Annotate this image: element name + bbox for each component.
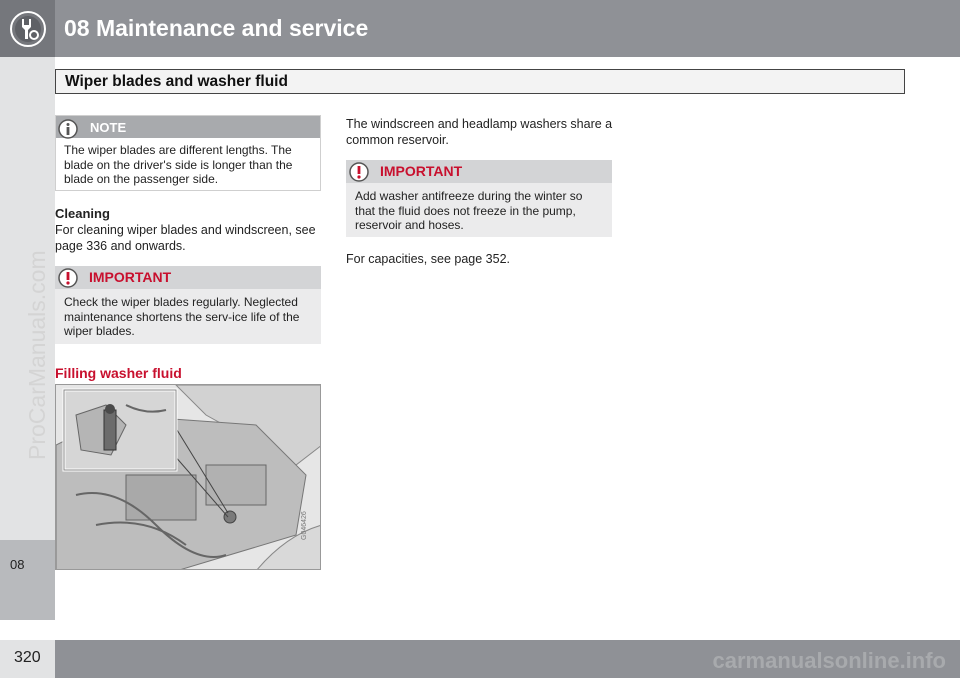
- note-box: [55, 115, 321, 191]
- important-label: IMPORTANT: [380, 163, 463, 179]
- important-label: IMPORTANT: [89, 269, 172, 285]
- page-number: 320: [14, 649, 41, 666]
- note-text: The wiper blades are different lengths. The blade on the driver's side is longer than the blade on the passenger side.: [64, 143, 293, 186]
- washer-reservoir-illustration: [55, 384, 321, 570]
- note-label: NOTE: [90, 120, 127, 135]
- important-text: Check the wiper blades regularly. Neglected maintenance shortens the serv-ice life of the wiper blades.: [64, 295, 300, 338]
- note-header: [56, 116, 320, 138]
- info-icon: [57, 118, 79, 140]
- section-title-box: [55, 69, 905, 94]
- important-box-antifreeze: [346, 160, 612, 237]
- chapter-icon-box: [0, 0, 55, 57]
- bottom-watermark: carmanualsonline.info: [712, 648, 946, 673]
- side-watermark: ProCarManuals.com: [24, 250, 50, 460]
- important-header: [346, 160, 612, 183]
- section-title: Wiper blades and washer fluid: [65, 73, 288, 90]
- chapter-title: 08 Maintenance and service: [64, 15, 369, 41]
- chapter-tab-marker: [0, 540, 55, 620]
- important-box-wiper: [55, 266, 321, 344]
- cleaning-heading: Cleaning: [55, 206, 110, 221]
- capacities-text: For capacities, see page 352.: [346, 252, 510, 266]
- filling-heading: Filling washer fluid: [55, 365, 182, 381]
- important-header: [55, 266, 321, 289]
- chapter-tab-number: 08: [10, 557, 25, 572]
- important-text: Add washer antifreeze during the winter so that the fluid does not freeze in the pump, reservoir and hoses.: [355, 189, 583, 232]
- warning-icon: [57, 267, 79, 289]
- figure-code: G046426: [301, 511, 308, 540]
- reservoir-intro-text: The windscreen and headlamp washers share a common reservoir.: [346, 117, 613, 147]
- wrench-gear-icon: [8, 9, 48, 49]
- warning-icon: [348, 161, 370, 183]
- cleaning-text: For cleaning wiper blades and windscreen, see page 336 and onwards.: [55, 223, 316, 253]
- engine-bay-drawing: [56, 385, 321, 570]
